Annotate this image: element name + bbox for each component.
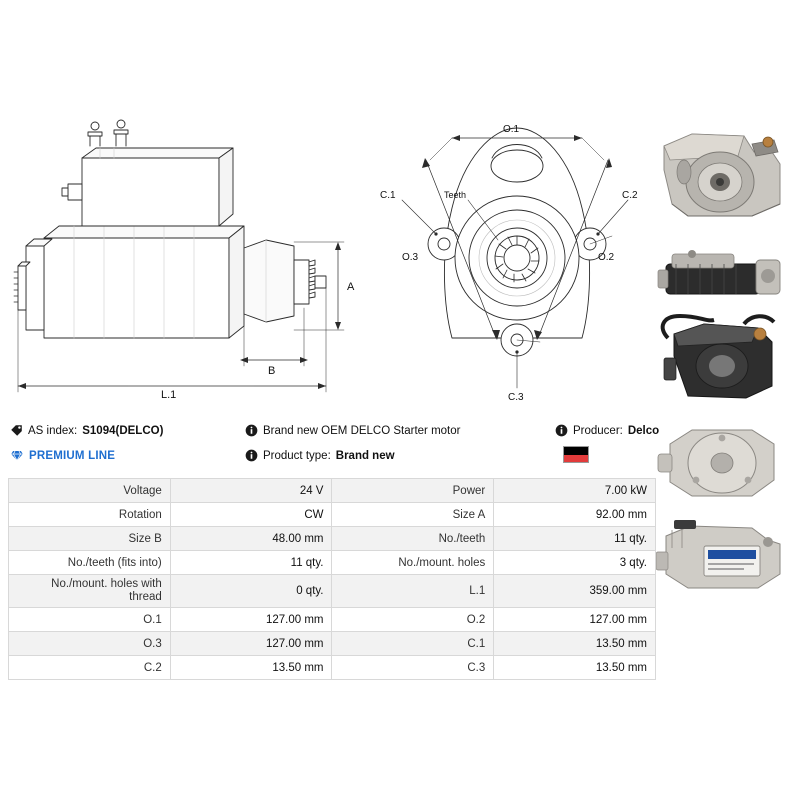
spec-value: 0 qty.: [170, 575, 332, 608]
flag-stripe-bottom: [564, 455, 588, 463]
svg-text:C.1: C.1: [380, 190, 396, 201]
spec-label: O.2: [332, 608, 494, 632]
spec-value: 11 qty.: [170, 551, 332, 575]
as-index-cell: [10, 424, 163, 437]
spec-value: 7.00 kW: [494, 479, 656, 503]
producer-cell: [555, 424, 659, 437]
product-photo-1[interactable]: [648, 112, 796, 240]
side-view-drawing: [4, 8, 364, 408]
spec-label: Power: [332, 479, 494, 503]
spec-value: 3 qty.: [494, 551, 656, 575]
spec-label: L.1: [332, 575, 494, 608]
spec-value: 48.00 mm: [170, 527, 332, 551]
svg-text:B: B: [268, 365, 276, 377]
spec-label: O.3: [9, 632, 171, 656]
spec-value: 127.00 mm: [170, 632, 332, 656]
spec-value: 11 qty.: [494, 527, 656, 551]
spec-label: C.3: [332, 656, 494, 680]
spec-label: No./mount. holes: [332, 551, 494, 575]
as-index-value: S1094(DELCO): [82, 424, 164, 437]
spec-value: CW: [170, 503, 332, 527]
front-flange-drawing: [372, 8, 662, 408]
svg-text:O.3: O.3: [402, 252, 419, 263]
spec-label: O.1: [9, 608, 171, 632]
spec-label: Size A: [332, 503, 494, 527]
producer-label: Producer:: [573, 424, 623, 437]
svg-text:C.3: C.3: [508, 392, 524, 403]
svg-text:C.2: C.2: [622, 190, 638, 201]
table-row: [9, 503, 656, 527]
flag-stripe-top: [564, 447, 588, 455]
description-cell: [245, 424, 460, 437]
product-type-cell: [245, 449, 395, 462]
spec-value: 127.00 mm: [494, 608, 656, 632]
product-type-value: Brand new: [335, 449, 395, 462]
specification-table: [8, 478, 656, 680]
spec-label: No./teeth (fits into): [9, 551, 171, 575]
svg-text:O.2: O.2: [598, 252, 615, 263]
spec-label: C.2: [9, 656, 171, 680]
spec-value: 13.50 mm: [494, 632, 656, 656]
svg-text:Teeth: Teeth: [444, 190, 467, 200]
product-type-label: Product type:: [263, 449, 331, 462]
tag-icon: [10, 424, 23, 437]
spec-label: Voltage: [9, 479, 171, 503]
country-flag: [563, 446, 589, 463]
table-row: [9, 551, 656, 575]
svg-text:L.1: L.1: [161, 389, 177, 401]
product-photo-2[interactable]: [648, 242, 796, 306]
table-row: [9, 527, 656, 551]
spec-label: No./teeth: [332, 527, 494, 551]
product-photo-strip: [648, 112, 796, 606]
info-icon: [555, 424, 568, 437]
product-photo-5[interactable]: [648, 512, 796, 604]
table-row: [9, 479, 656, 503]
premium-line-cell: [10, 449, 115, 462]
gem-icon: [10, 449, 24, 462]
table-row: [9, 656, 656, 680]
table-row: [9, 608, 656, 632]
spec-value: 24 V: [170, 479, 332, 503]
spec-label: C.1: [332, 632, 494, 656]
spec-label: No./mount. holes with thread: [9, 575, 171, 608]
spec-value: 13.50 mm: [170, 656, 332, 680]
info-icon: [245, 449, 258, 462]
as-index-label: AS index:: [28, 424, 78, 437]
premium-line-label: PREMIUM LINE: [29, 449, 116, 462]
svg-text:A: A: [347, 281, 355, 293]
product-photo-3[interactable]: [648, 308, 796, 412]
spec-label: Rotation: [9, 503, 171, 527]
spec-value: 13.50 mm: [494, 656, 656, 680]
description-text: Brand new OEM DELCO Starter motor: [263, 424, 461, 437]
table-row: [9, 575, 656, 608]
spec-value: 92.00 mm: [494, 503, 656, 527]
svg-text:O.1: O.1: [503, 124, 520, 135]
spec-value: 127.00 mm: [170, 608, 332, 632]
info-icon: [245, 424, 258, 437]
table-row: [9, 632, 656, 656]
spec-value: 359.00 mm: [494, 575, 656, 608]
producer-value: Delco: [627, 424, 660, 437]
product-photo-4[interactable]: [648, 414, 796, 510]
spec-label: Size B: [9, 527, 171, 551]
